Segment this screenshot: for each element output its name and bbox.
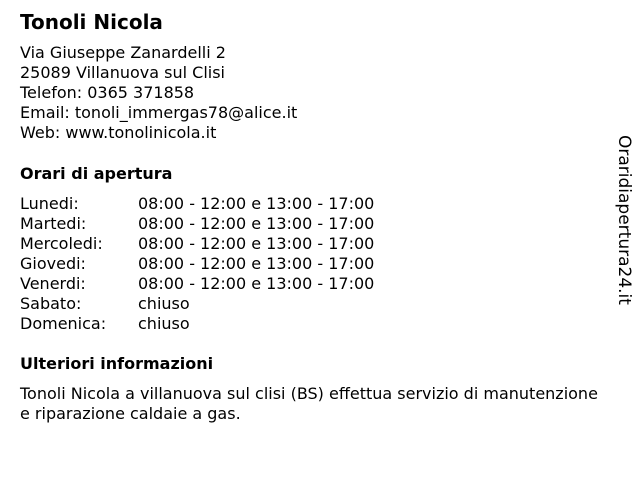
day-hours: 08:00 - 12:00 e 13:00 - 17:00 xyxy=(138,274,375,293)
more-info-text: Tonoli Nicola a villanuova sul clisi (BS) effettua servizio di manutenzione e riparazione caldaie a gas. xyxy=(20,384,598,423)
day-hours: 08:00 - 12:00 e 13:00 - 17:00 xyxy=(138,194,375,213)
opening-hours-heading: Orari di apertura xyxy=(20,164,173,183)
website: Web: www.tonolinicola.it xyxy=(20,123,217,142)
day-hours: 08:00 - 12:00 e 13:00 - 17:00 xyxy=(138,234,375,253)
email-address: Email: tonoli_immergas78@alice.it xyxy=(20,103,298,122)
day-hours: chiuso xyxy=(138,314,190,333)
phone-number: Telefon: 0365 371858 xyxy=(20,83,195,102)
street-address: Via Giuseppe Zanardelli 2 xyxy=(20,43,226,62)
more-info-heading: Ulteriori informazioni xyxy=(20,354,214,373)
day-label: Martedi: xyxy=(20,214,87,233)
contact-block xyxy=(20,43,297,143)
day-hours: 08:00 - 12:00 e 13:00 - 17:00 xyxy=(138,214,375,233)
day-hours: chiuso xyxy=(138,294,190,313)
day-label: Giovedi: xyxy=(20,254,86,273)
day-label: Lunedi: xyxy=(20,194,79,213)
site-watermark: Oraridiapertura24.it xyxy=(614,135,634,305)
business-name: Tonoli Nicola xyxy=(20,10,163,34)
day-label: Venerdi: xyxy=(20,274,86,293)
day-hours: 08:00 - 12:00 e 13:00 - 17:00 xyxy=(138,254,375,273)
day-label: Domenica: xyxy=(20,314,107,333)
day-label: Sabato: xyxy=(20,294,82,313)
city-address: 25089 Villanuova sul Clisi xyxy=(20,63,225,82)
day-label: Mercoledi: xyxy=(20,234,103,253)
